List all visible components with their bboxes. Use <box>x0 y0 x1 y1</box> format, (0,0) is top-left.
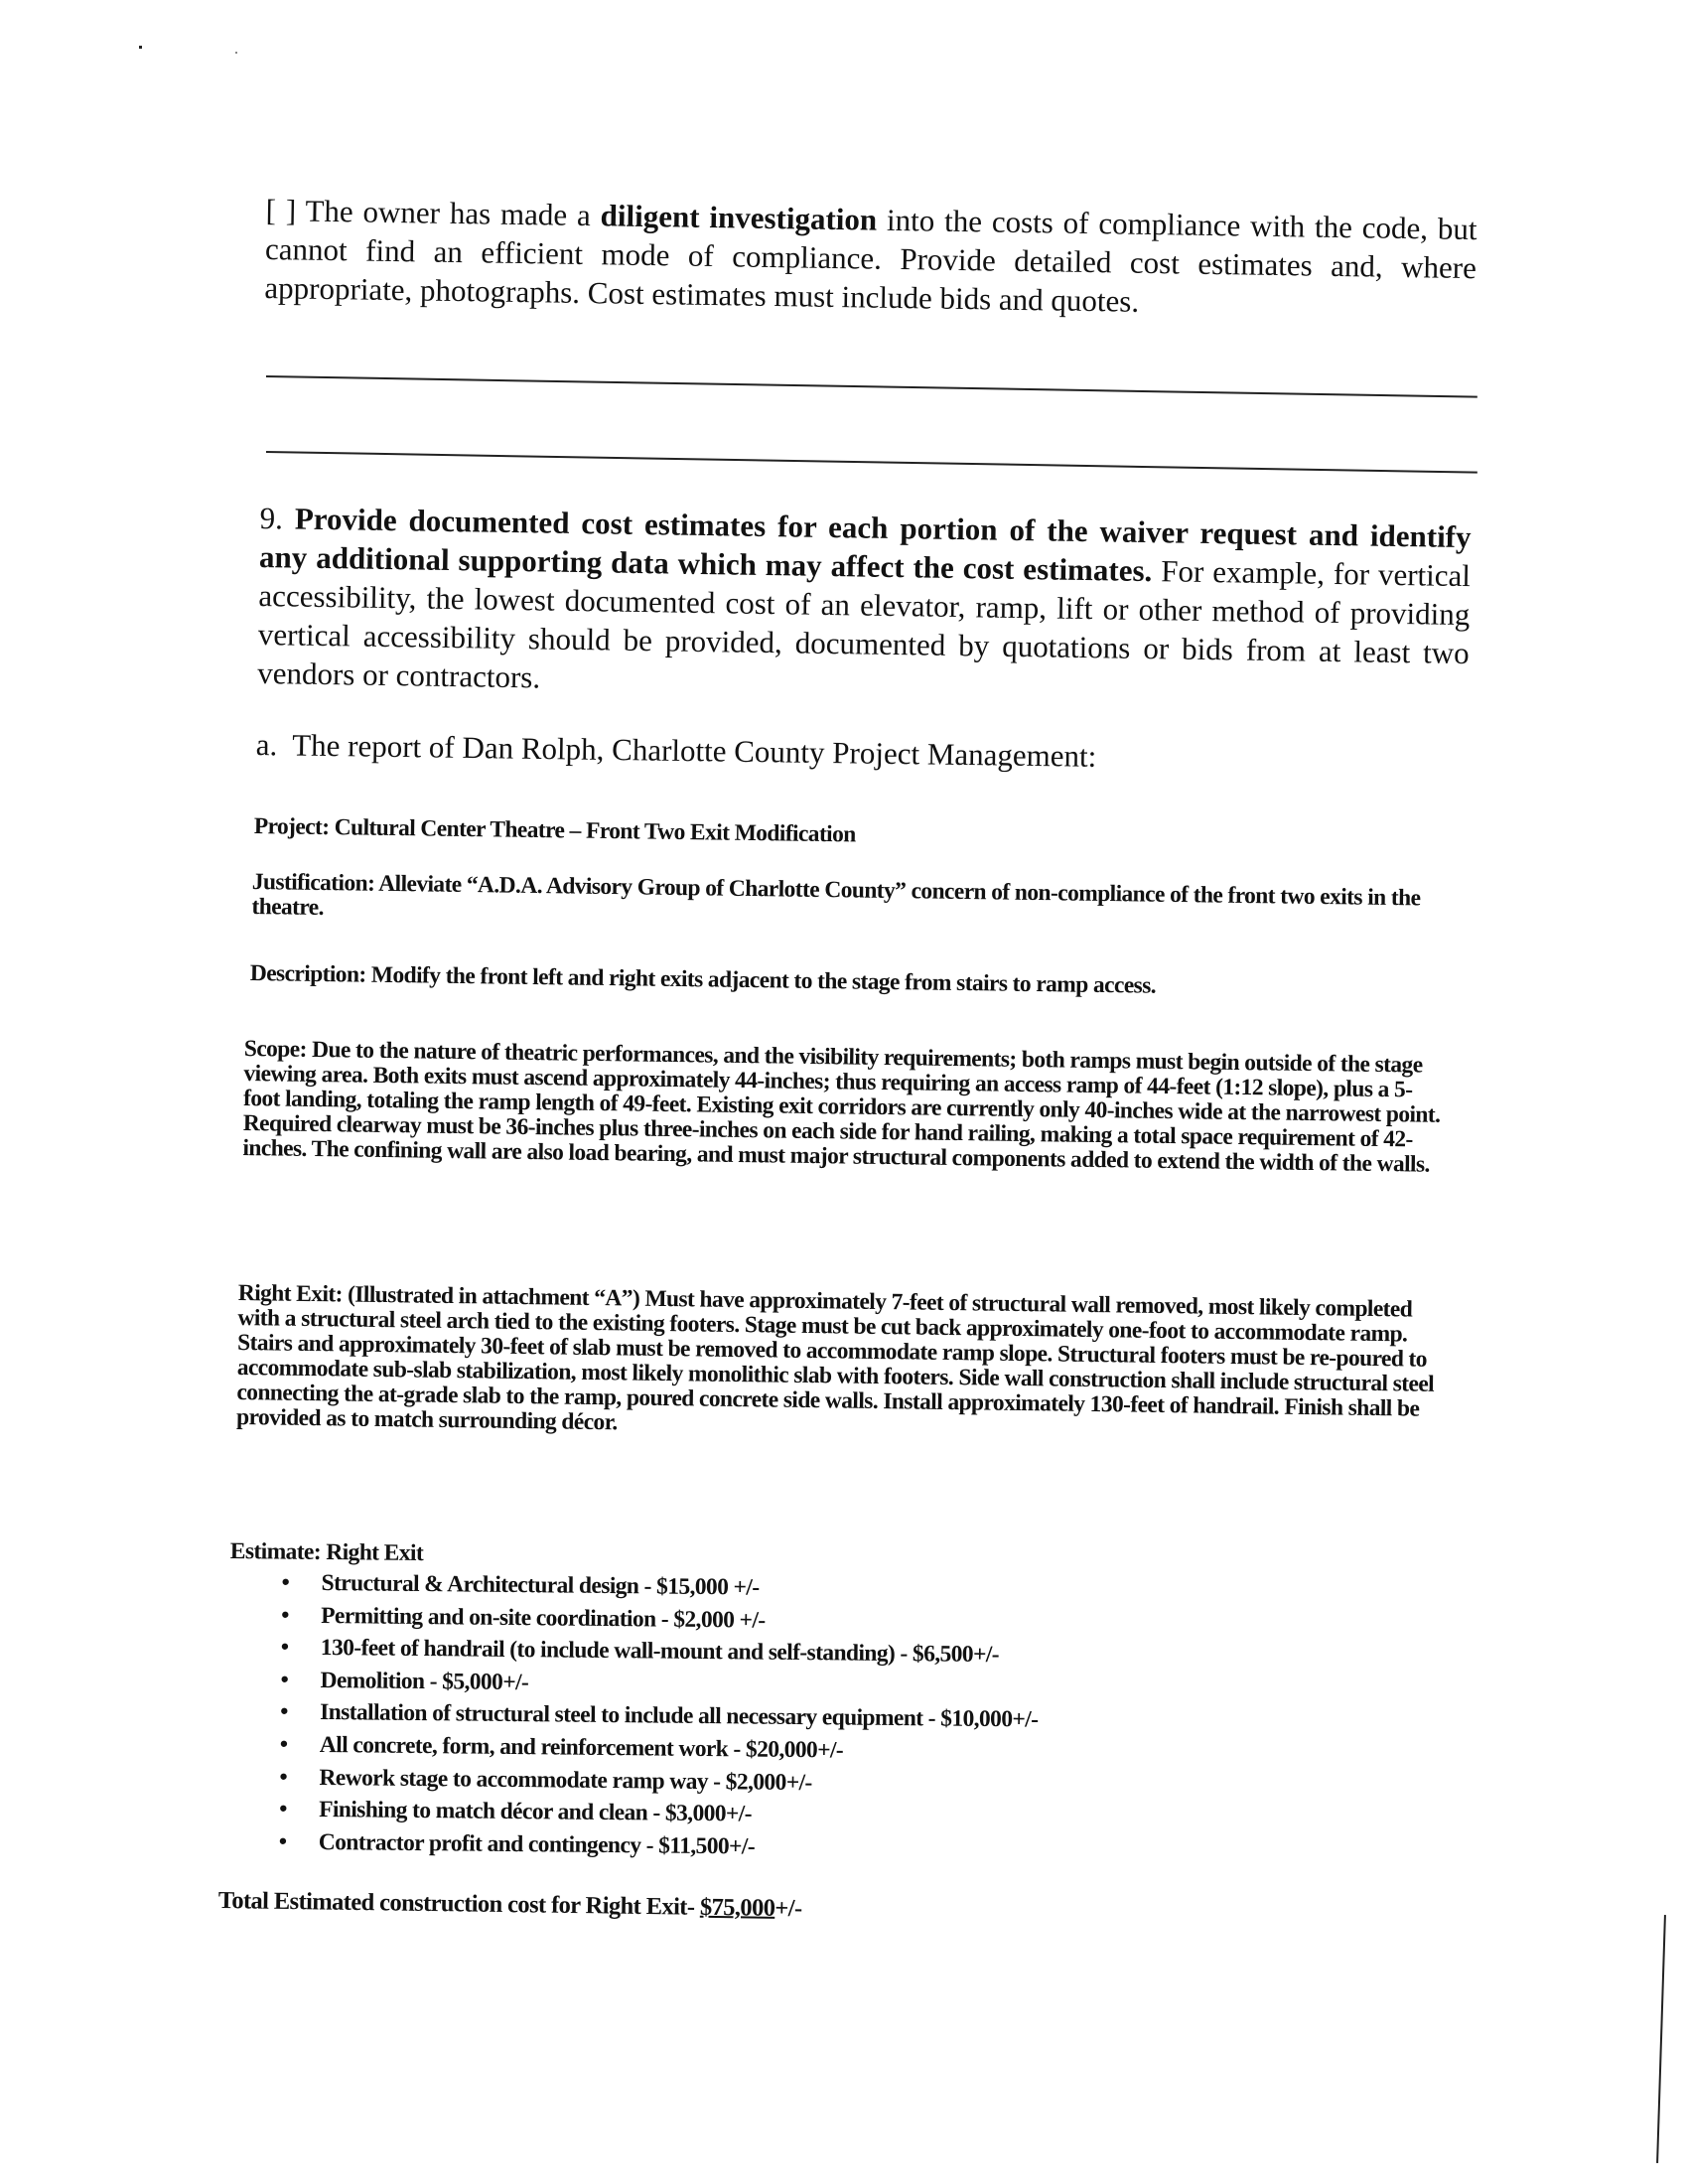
report-justification: Justification: Alleviate “A.D.A. Advisory Group of Charlotte County” concern of non-compliance of the front two exits in the theatre. <box>251 869 1421 922</box>
bullet-icon: • <box>281 1569 290 1596</box>
scan-edge-line <box>1656 1915 1666 2163</box>
total-amount: $75,000 <box>699 1893 775 1922</box>
bullet-icon: • <box>279 1796 287 1822</box>
paragraph-text-before: The owner has made a <box>305 193 601 233</box>
scan-speck <box>235 52 237 54</box>
question-9-body-text: For example, for vertical accessibility, the lowest documented cost of an elevator, ramp, lift or other method of providing vertical accessibility should be provided, documented by quotations or bids from at least two vendors or contractors. <box>256 553 1472 695</box>
estimate-item-text: 130-feet of handrail (to include wall-mount and self-standing) - $6,500+/- <box>320 1635 1000 1669</box>
bullet-icon: • <box>280 1698 288 1725</box>
estimate-item-text: Installation of structural steel to include all necessary equipment - $10,000+/- <box>320 1699 1039 1733</box>
question-9-paragraph <box>257 499 1472 711</box>
paragraph-text-after: into the costs of compliance with the code, but cannot find an efficient mode of compliance. Provide detailed cost estimates and, where appropriate, photographs. Cost estimates must include bids and quotes. <box>264 202 1477 319</box>
report-project-line: Project: Cultural Center Theatre – Front Two Exit Modification <box>253 813 856 848</box>
total-suffix: +/- <box>774 1894 802 1923</box>
bullet-icon: • <box>281 1602 289 1629</box>
question-number: 9. <box>259 500 284 536</box>
report-description: Description: Modify the front left and right exits adjacent to the stage from stairs to ramp access. <box>249 960 1157 999</box>
bullet-icon: • <box>278 1828 287 1855</box>
checkbox-marker: [ ] <box>265 192 297 228</box>
estimate-item-text: Permitting and on-site coordination - $2,000 +/- <box>321 1602 766 1634</box>
blank-answer-line-2 <box>266 451 1477 474</box>
item-a-heading <box>255 727 1467 780</box>
estimate-list <box>227 1566 1323 1869</box>
estimate-item-text: Demolition - $5,000+/- <box>320 1667 529 1695</box>
blank-answer-line-1 <box>266 375 1477 398</box>
question-9-bold-text: Provide documented cost estimates for each portion of the waiver request and identify any additional supporting data which may affect the cost estimates. <box>258 501 1472 589</box>
bullet-icon: • <box>279 1731 288 1758</box>
bullet-icon: • <box>280 1667 289 1693</box>
estimate-item-text: Rework stage to accommodate ramp way - $2,000+/- <box>319 1764 812 1796</box>
diligent-investigation-paragraph <box>264 191 1477 326</box>
report-scope: Scope: Due to the nature of theatric performances, and the visibility requirements; both ramps must begin outside of the stage viewing area. Both exits must ascend approximately 44-inches; thus requiring an access ramp of 44-feet (1:12 slope), plus a 5-foot landing, totaling the ramp length of 49-feet. Existing exit corridors are currently only 40-inches wide at the narrowest point. Required clearway must be 36-inches plus three-inches on each side for hand railing, making a total space requirement of 42-inches. The confining wall are also load bearing, and must major structural components added to extend the width of the walls. <box>242 1036 1441 1178</box>
estimate-total-line <box>218 1887 1430 1932</box>
estimate-heading: Estimate: Right Exit <box>229 1538 424 1567</box>
estimate-item-text: Structural & Architectural design - $15,000 +/- <box>321 1569 760 1601</box>
report-right-exit: Right Exit: (Illustrated in attachment “A”) Must have approximately 7-feet of structural wall removed, most likely completed with a structural steel arch tied to the existing footers. Stage must be cut back approximately one-foot to accommodate ramp. Stairs and approximately 30-feet of slab must be removed to accommodate ramp slope. Structural footers must be re-poured to accommodate sub-slab stabilization, most likely monolithic slab with footers. Side wall construction shall include structural steel connecting the at-grade slab to the ramp, poured concrete side walls. Install approximately 130-feet of handrail. Finish shall be provided as to match surrounding décor. <box>235 1280 1435 1436</box>
estimate-section <box>227 1539 1323 1869</box>
estimate-item-text: All concrete, form, and reinforcement work - $20,000+/- <box>319 1731 844 1764</box>
paragraph-bold-term: diligent investigation <box>600 198 878 237</box>
item-a-text: The report of Dan Rolph, Charlotte County Project Management: <box>291 727 1097 774</box>
bullet-icon: • <box>280 1634 289 1661</box>
total-label: Total Estimated construction cost for Right Exit- <box>217 1887 701 1921</box>
bullet-icon: • <box>279 1764 288 1791</box>
item-a-label: a. <box>255 727 278 763</box>
estimate-item-text: Contractor profit and contingency - $11,500+/- <box>318 1828 756 1860</box>
scan-speck <box>139 46 142 49</box>
estimate-item-text: Finishing to match décor and clean - $3,000+/- <box>319 1797 753 1827</box>
